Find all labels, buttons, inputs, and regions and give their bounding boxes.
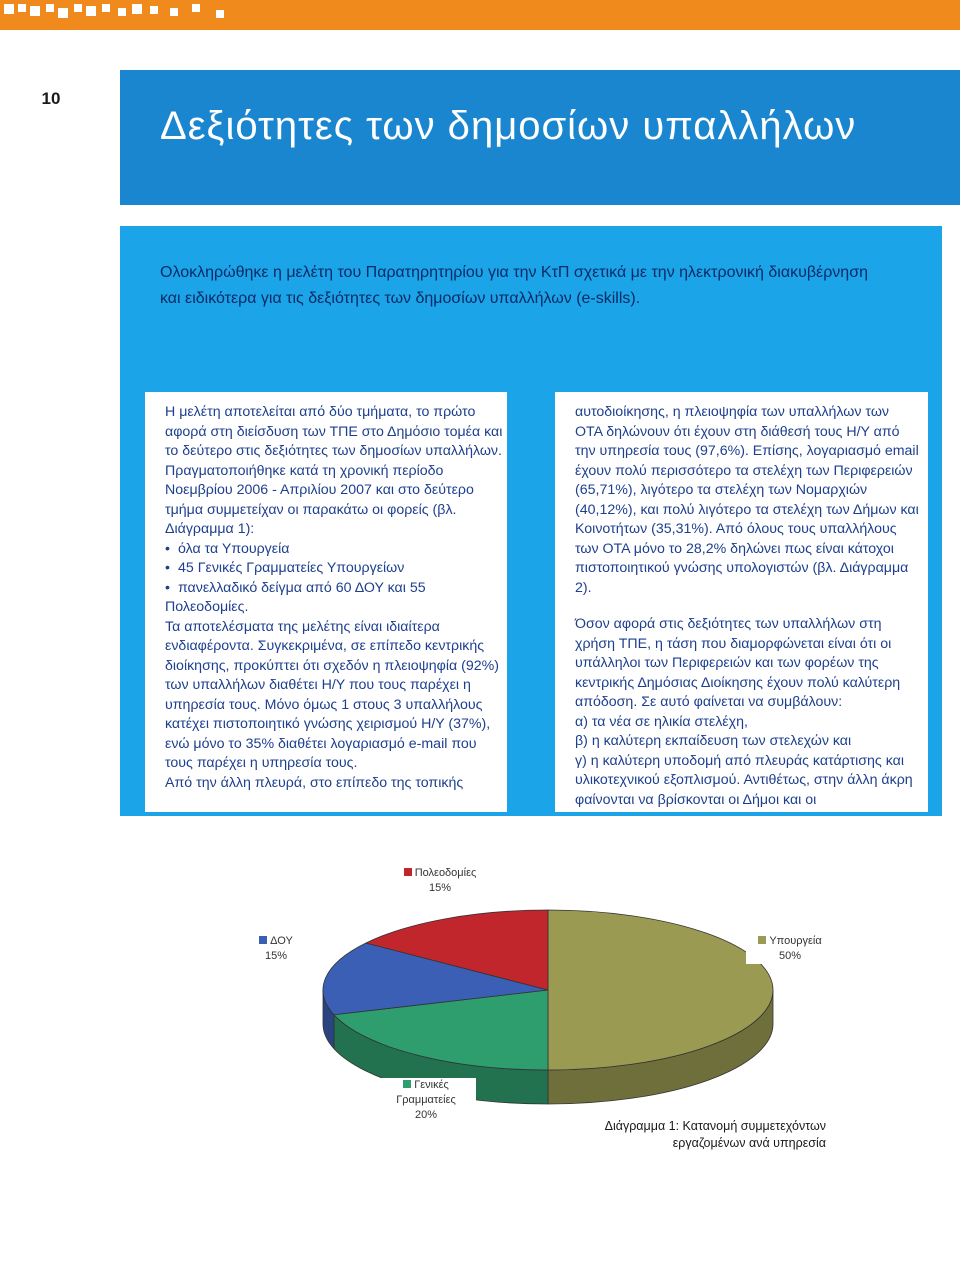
pie-chart xyxy=(118,850,842,1150)
right-para-1: αυτοδιοίκησης, η πλειοψηφία των υπαλλήλων των ΟΤΑ δηλώνουν ότι έχουν στη διάθεσή τους Η/Υ από την υπηρεσία τους (97,6%). Επίσης, λογαριασμό email έχουν πολύ περισσότερο τα στελέχη των Περιφερειών (65,71%), λιγότερο τα στελέχη των Νομαρχιών (40,12%), και πολύ λιγότερο τα στελέχη των Δήμων και Κοινοτήτων (35,31%). Από όλους τους υπαλλήλους των ΟΤΑ μόνο το 28,2% δηλώνει πως είναι κάτοχοι πιστοποιητικού γνώσης υπολογιστών (βλ. Διάγραμμα 2). xyxy=(575,404,919,596)
right-line-c: γ) η καλύτερη υποδομή από πλευράς κατάρτισης και υλικοτεχνικού εξοπλισμού. Αντιθέτως, στην άλλη άκρη φαίνονται να βρίσκονται οι Δήμοι και οι xyxy=(575,752,913,808)
right-text-card xyxy=(555,392,928,812)
left-para-1: Η μελέτη αποτελείται από δύο τμήματα, το πρώτο αφορά στη διείσδυση των ΤΠΕ στο Δημόσιο τομέα και το δεύτερο στις δεξιότητες των δημοσίων υπαλλήλων. Πραγματοποιήθηκε κατά τη χρονική περίοδο Νοεμβρίου 2006 - Απριλίου 2007 και στο δεύτερο τμήμα συμμετείχαν οι παρακάτω οι φορείς (βλ. Διάγραμμα 1): xyxy=(165,404,503,537)
legend-swatch-doy xyxy=(259,936,267,944)
intro-text: Ολοκληρώθηκε η μελέτη του Παρατηρητηρίου για την ΚτΠ σχετικά με την ηλεκτρονική διακυβέρνηση και ειδικότερα για τις δεξιότητες των δημοσίων υπαλλήλων (e-skills). xyxy=(160,264,868,307)
left-para-2: Πολεοδομίες. xyxy=(165,599,249,615)
right-line-b: β) η καλύτερη εκπαίδευση των στελεχών και xyxy=(575,733,852,749)
left-para-4: Από την άλλη πλευρά, στο επίπεδο της τοπικής xyxy=(165,774,464,791)
participants-list xyxy=(165,540,507,599)
list-item: • 45 Γενικές Γραμματείες Υπουργείων xyxy=(165,559,507,579)
list-item: • πανελλαδικό δείγμα από 60 ΔΟΥ και 55 xyxy=(165,579,507,599)
label-gen-grammateies xyxy=(376,1078,476,1123)
top-decorative-band xyxy=(0,0,960,30)
left-para-3: Τα αποτελέσματα της μελέτης είναι ιδιαίτερα ενδιαφέροντα. Συγκεκριμένα, σε επίπεδο κεντρικής διοίκησης, προκύπτει ότι σχεδόν η πλειοψηφία (92%) των υπαλλήλων διαθέτει Η/Υ που τους παρέχει η υπηρεσία τους. Μόνο όμως 1 στους 3 υπαλλήλους κατέχει πιστοποιητικό γνώσης χειρισμού Η/Υ (37%), ενώ μόνο το 35% διαθέτει λογαριασμό e-mail που τους παρέχει η υπηρεσία τους. xyxy=(165,618,500,771)
legend-swatch-polodomies xyxy=(404,868,412,876)
label-doy-value: 15% xyxy=(264,950,288,962)
label-doy-name: ΔΟΥ xyxy=(270,935,293,947)
label-ypourgeia-value: 50% xyxy=(778,950,802,962)
legend-swatch-ypourgeia xyxy=(758,936,766,944)
list-item: • όλα τα Υπουργεία xyxy=(165,540,507,560)
label-polodomies-name: Πολεοδομίες xyxy=(414,867,477,879)
chart-caption: Διάγραμμα 1: Κατανομή συμμετεχόντων εργαζομένων ανά υπηρεσία xyxy=(604,1119,826,1150)
right-para-2: Όσον αφορά στις δεξιότητες των υπαλλήλων στη χρήση ΤΠΕ, η τάση που διαμορφώνεται είναι ότι οι υπάλληλοι των Περιφερειών και των φορέων της κεντρικής Δημόσιας Διοίκησης έχουν πολύ καλύτερη απόδοση. Σε αυτό φαίνεται να συμβάλουν: xyxy=(575,616,901,710)
page-number: 10 xyxy=(27,78,75,120)
label-doy xyxy=(246,934,306,964)
label-ypourgeia xyxy=(746,934,834,964)
label-gen-grammateies-name: Γενικές Γραμματείες xyxy=(396,1079,456,1106)
label-ypourgeia-name: Υπουργεία xyxy=(769,935,822,947)
label-polodomies xyxy=(396,866,484,896)
label-gen-grammateies-value: 20% xyxy=(414,1109,438,1121)
legend-swatch-gen-grammateies xyxy=(403,1080,411,1088)
left-text-card xyxy=(145,392,507,812)
page-title: Δεξιότητες των δημοσίων υπαλλήλων xyxy=(160,104,857,148)
right-line-a: α) τα νέα σε ηλικία στελέχη, xyxy=(575,713,748,730)
label-polodomies-value: 15% xyxy=(428,882,452,894)
